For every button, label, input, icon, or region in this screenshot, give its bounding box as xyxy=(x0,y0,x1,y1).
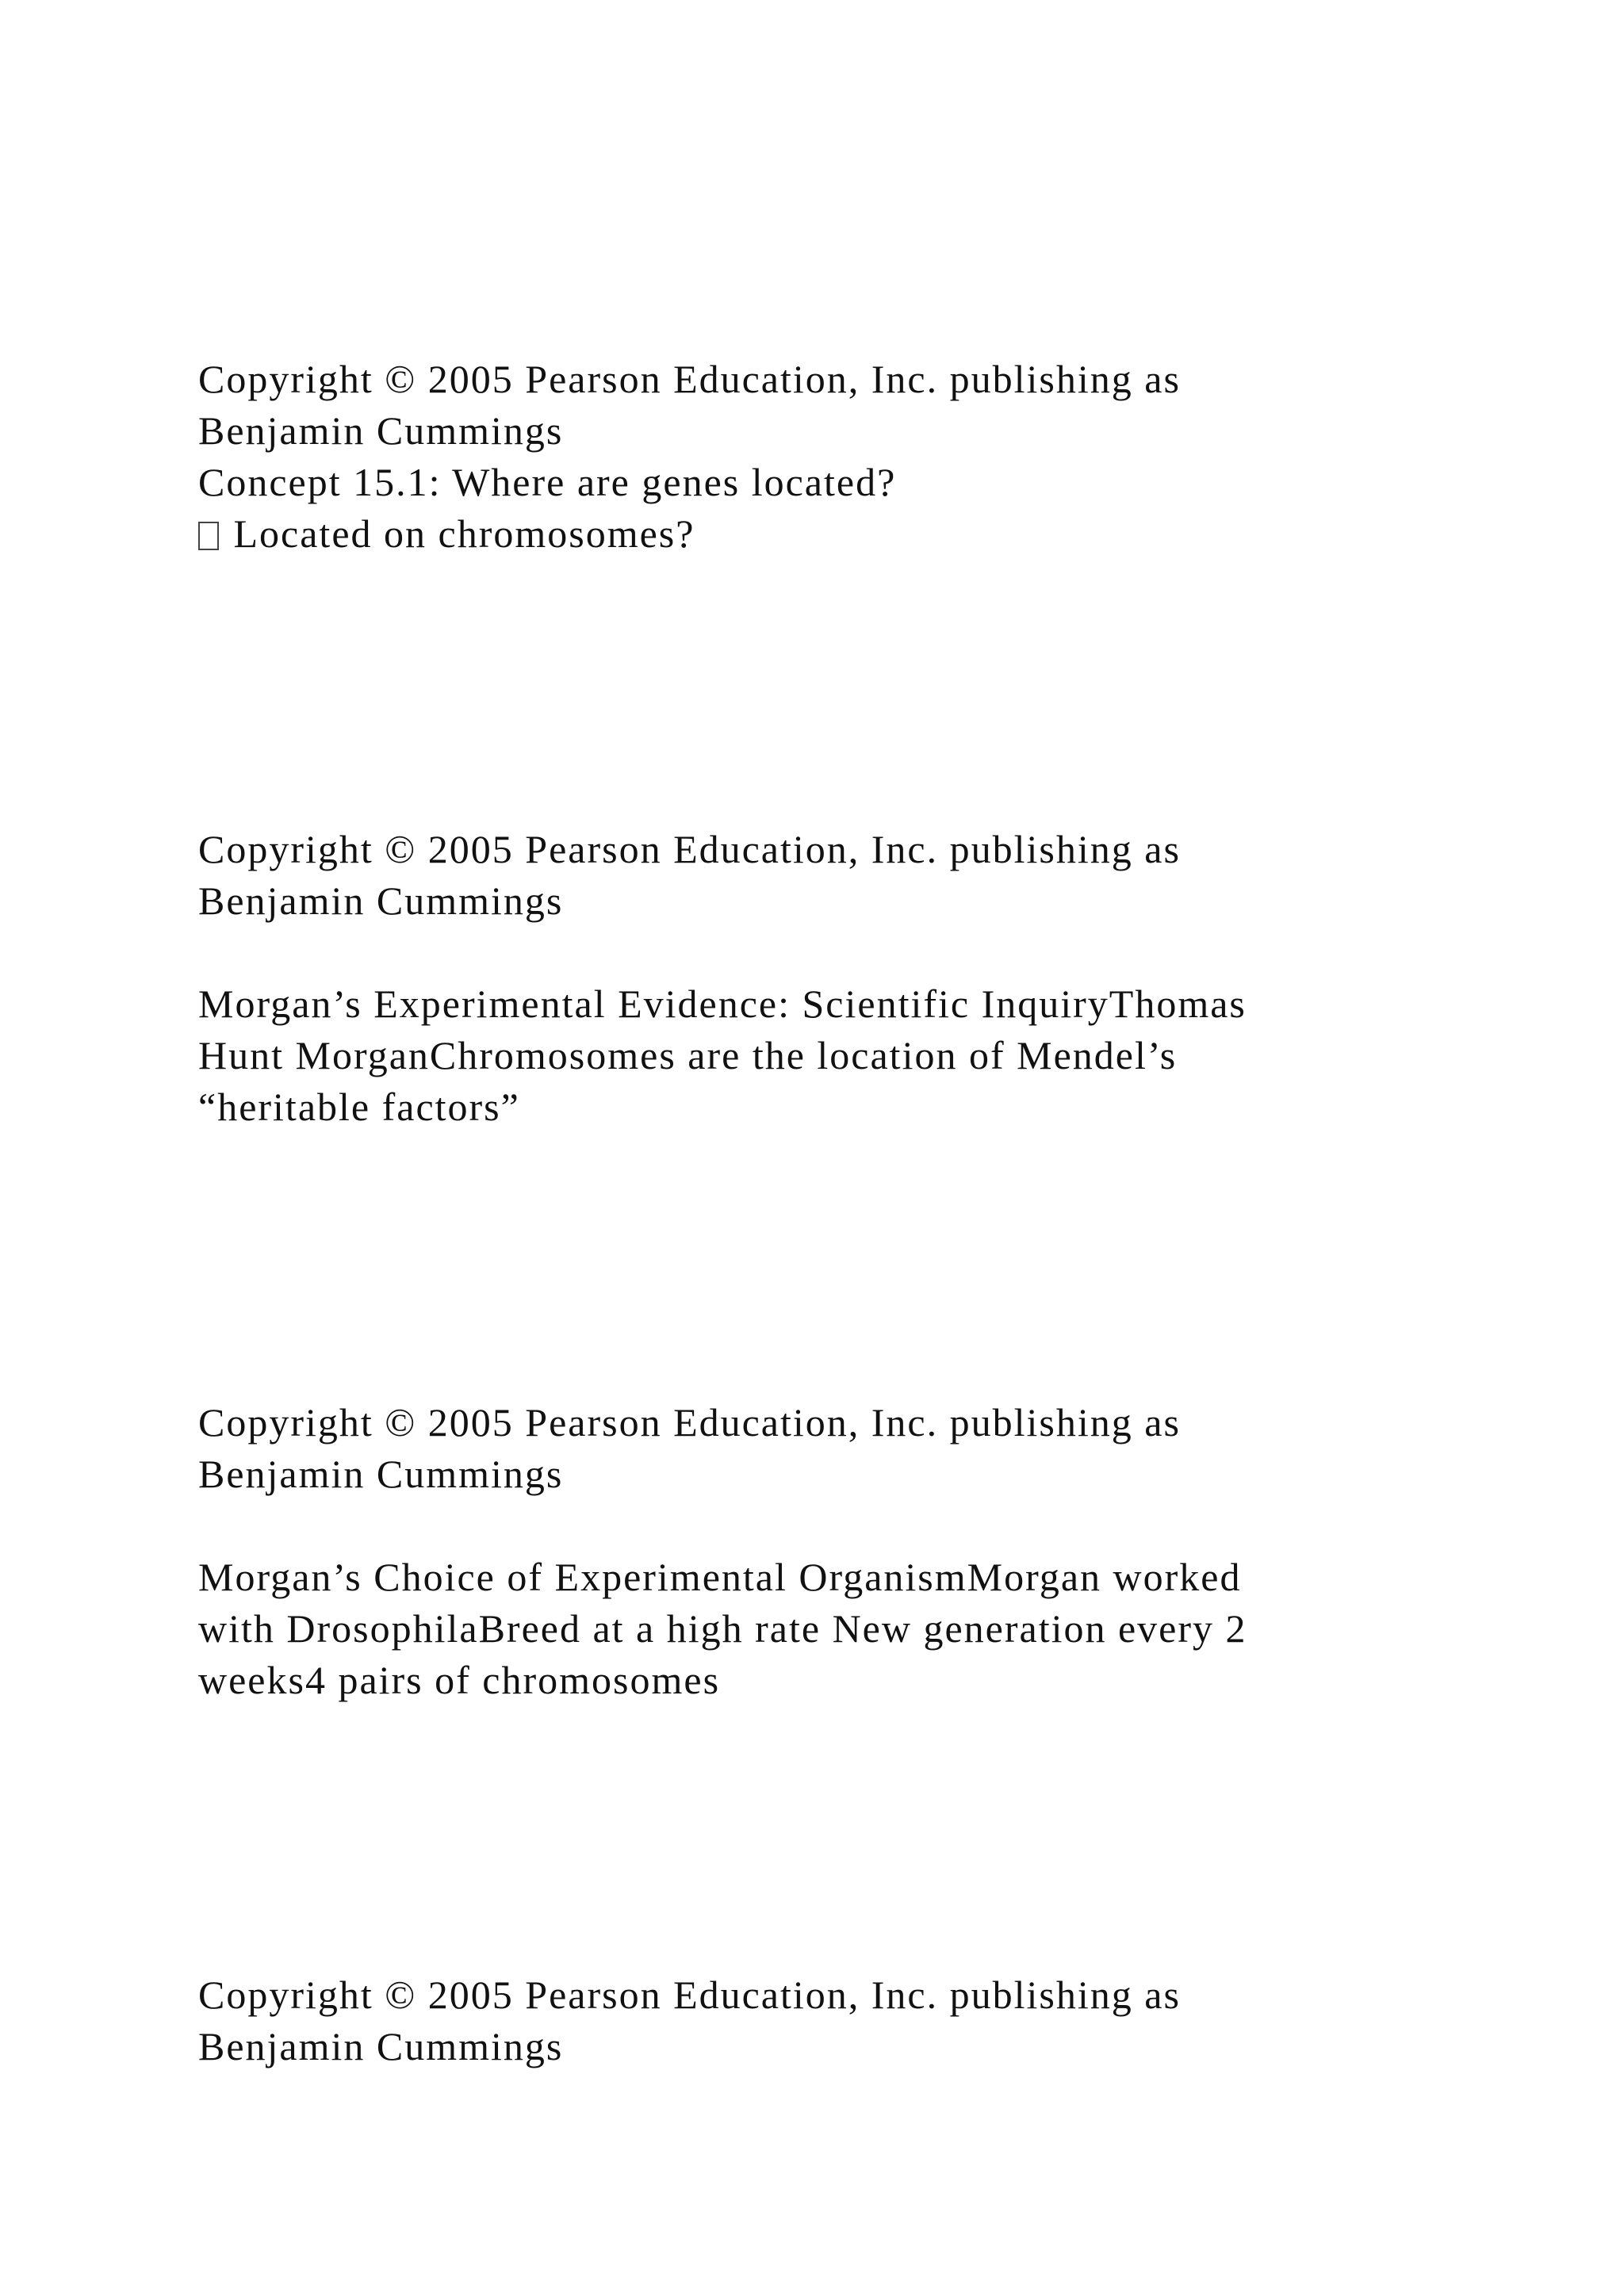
blank-line xyxy=(198,927,1435,978)
publisher-line: Benjamin Cummings xyxy=(198,878,564,923)
section-1 xyxy=(198,354,1435,560)
blank-line xyxy=(198,1500,1435,1552)
bullet-text: Located on chromosomes? xyxy=(233,511,695,556)
body-line: “heritable factors” xyxy=(198,1085,520,1129)
body-line: weeks4 pairs of chromosomes xyxy=(198,1658,721,1702)
section-4 xyxy=(198,1969,1435,2072)
missing-glyph-icon xyxy=(198,522,219,550)
copyright-line: Copyright © 2005 Pearson Education, Inc. publishing as xyxy=(198,1973,1181,2017)
body-line: Hunt MorganChromosomes are the location of Mendel’s xyxy=(198,1033,1178,1077)
body-line: Morgan’s Experimental Evidence: Scientific InquiryThomas xyxy=(198,982,1247,1026)
copyright-line: Copyright © 2005 Pearson Education, Inc. publishing as xyxy=(198,1400,1181,1445)
publisher-line: Benjamin Cummings xyxy=(198,408,564,453)
copyright-line: Copyright © 2005 Pearson Education, Inc. publishing as xyxy=(198,827,1181,871)
publisher-line: Benjamin Cummings xyxy=(198,2024,564,2068)
bullet-item xyxy=(198,508,1435,560)
publisher-line: Benjamin Cummings xyxy=(198,1452,564,1496)
copyright-line: Copyright © 2005 Pearson Education, Inc. publishing as xyxy=(198,357,1181,401)
body-line: Morgan’s Choice of Experimental OrganismMorgan worked xyxy=(198,1555,1242,1599)
section-2 xyxy=(198,824,1435,1133)
concept-heading: Concept 15.1: Where are genes located? xyxy=(198,460,897,504)
body-line: with DrosophilaBreed at a high rate New generation every 2 xyxy=(198,1606,1247,1651)
section-3 xyxy=(198,1397,1435,1706)
